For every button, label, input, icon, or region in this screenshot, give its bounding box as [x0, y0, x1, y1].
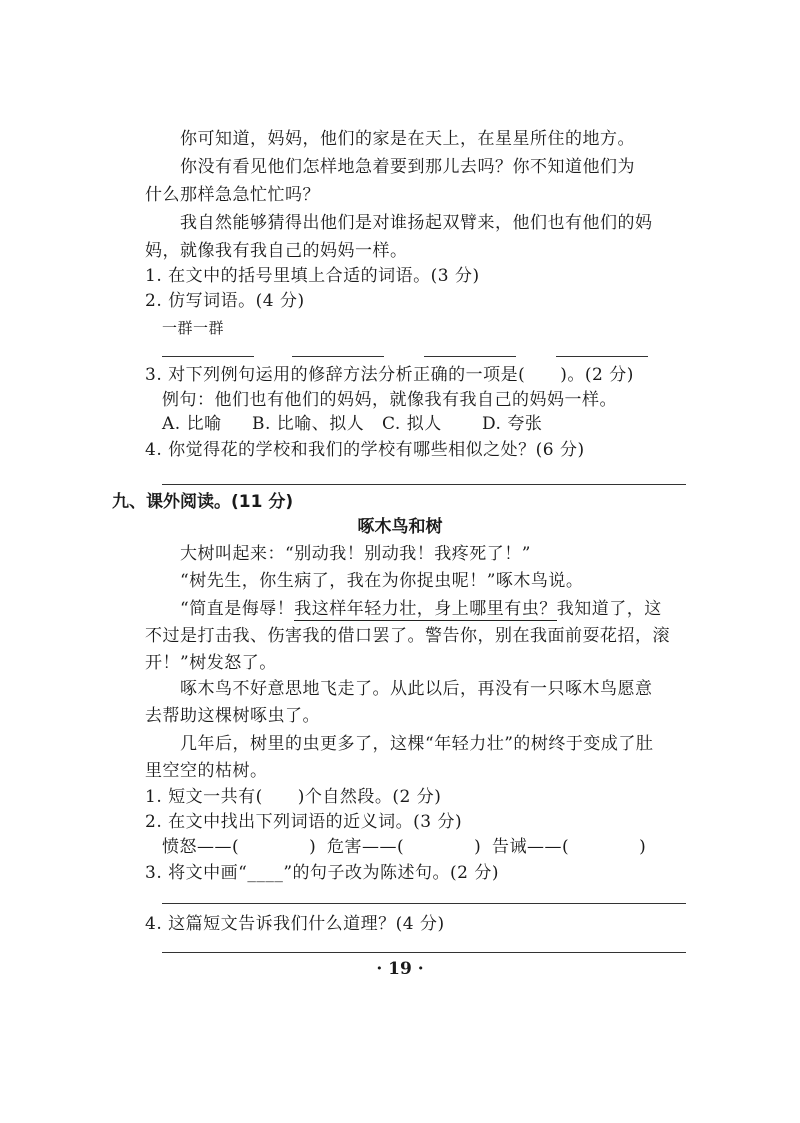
poem-line-5: 妈，就像我有我自己的妈妈一样。 — [145, 241, 408, 261]
part8-question-2: 2. 仿写词语。(4 分) — [145, 291, 305, 311]
q4-answer-line[interactable] — [162, 484, 686, 485]
option-d[interactable]: D. 夸张 — [482, 414, 543, 434]
passage-p1: 大树叫起来：“别动我！别动我！我疼死了！” — [180, 544, 531, 564]
synonym-item-2[interactable]: 危害——( ) — [327, 837, 482, 857]
q2-answer-line-4[interactable] — [556, 356, 648, 357]
poem-line-3: 什么那样急急忙忙吗？ — [145, 185, 320, 205]
underlined-sentence: 我这样年轻力壮，身上哪里有虫？ — [294, 599, 557, 619]
passage-p5-line-1: 几年后，树里的虫更多了，这棵“年轻力壮”的树终于变成了肚 — [180, 734, 654, 754]
part9-question-1: 1. 短文一共有( )个自然段。(2 分) — [145, 787, 442, 807]
part8-question-4: 4. 你觉得花的学校和我们的学校有哪些相似之处？(6 分) — [145, 440, 585, 460]
passage-title: 啄木鸟和树 — [357, 517, 443, 537]
part8-q3-options — [162, 413, 542, 435]
part9-question-2: 2. 在文中找出下列词语的近义词。(3 分) — [145, 812, 463, 832]
section-header: 九、课外阅读。(11 分) — [112, 492, 294, 512]
part9-q2-items — [162, 836, 646, 858]
part9-question-4: 4. 这篇短文告诉我们什么道理？(4 分) — [145, 914, 445, 934]
q2-answer-line-3[interactable] — [424, 356, 516, 357]
part8-question-1: 1. 在文中的括号里填上合适的词语。(3 分) — [145, 266, 480, 286]
passage-p4-line-1: 啄木鸟不好意思地飞走了。从此以后，再没有一只啄木鸟愿意 — [180, 679, 653, 699]
passage-p4-line-2: 去帮助这棵树啄虫了。 — [145, 706, 320, 726]
q3-answer-line[interactable] — [162, 903, 686, 904]
synonym-item-1[interactable]: 愤怒——( ) — [162, 837, 317, 857]
option-a[interactable]: A. 比喻 — [162, 414, 222, 434]
passage-p3-line-2: 不过是打击我、伤害我的借口罢了。警告你，别在我面前耍花招，滚 — [145, 626, 670, 646]
poem-line-1: 你可知道，妈妈，他们的家是在天上，在星星所住的地方。 — [180, 129, 635, 149]
passage-p3-line-1 — [180, 598, 662, 620]
q2-answer-line-2[interactable] — [292, 356, 384, 357]
part8-q3-example: 例句：他们也有他们的妈妈，就像我有我自己的妈妈一样。 — [162, 390, 617, 410]
passage-p3-line-3: 开！”树发怒了。 — [145, 653, 277, 673]
part9-question-3: 3. 将文中画“____”的句子改为陈述句。(2 分) — [145, 863, 499, 883]
passage-p5-line-2: 里空空的枯树。 — [145, 761, 268, 781]
p3-start: “简直是侮辱！ — [180, 599, 295, 619]
p3-end: 我知道了，这 — [556, 599, 662, 619]
poem-line-2: 你没有看见他们怎样地急着要到那儿去吗？你不知道他们为 — [180, 157, 635, 177]
passage-p2: “树先生，你生病了，我在为你捉虫呢！”啄木鸟说。 — [180, 571, 584, 591]
page-number: · 19 · — [376, 959, 424, 979]
part8-question-3: 3. 对下列例句运用的修辞方法分析正确的一项是( )。(2 分) — [145, 365, 634, 385]
q4-answer-line-2[interactable] — [162, 952, 686, 953]
part8-q2-example: 一群一群 — [162, 319, 225, 337]
q2-answer-line-1[interactable] — [162, 356, 254, 357]
poem-line-4: 我自然能够猜得出他们是对谁扬起双臂来，他们也有他们的妈 — [180, 213, 653, 233]
option-b[interactable]: B. 比喻、拟人 — [252, 414, 365, 434]
synonym-item-3[interactable]: 告诫——( ) — [492, 837, 647, 857]
option-c[interactable]: C. 拟人 — [382, 414, 442, 434]
